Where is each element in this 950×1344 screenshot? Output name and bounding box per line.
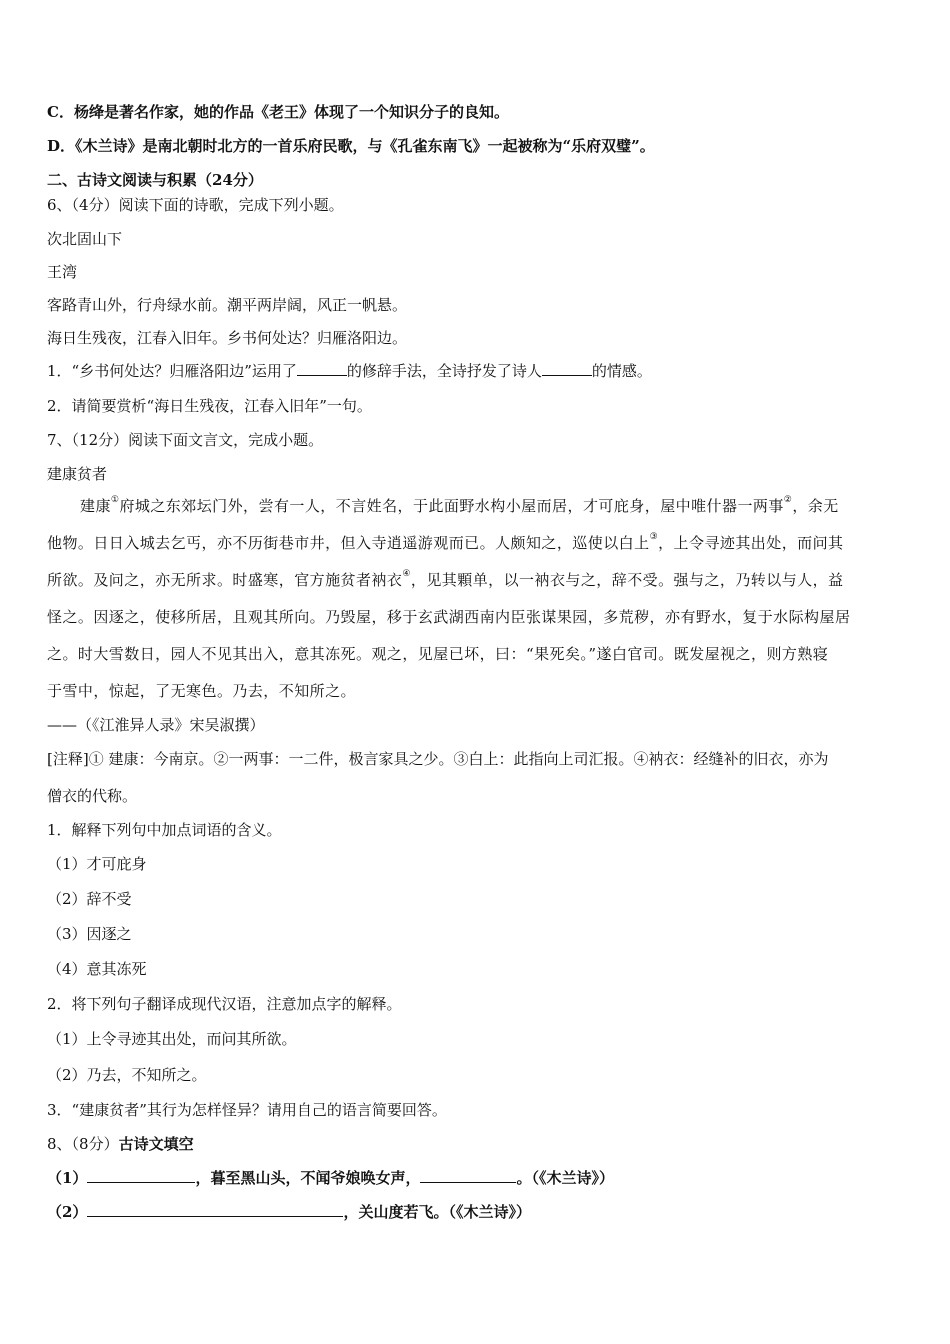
passage-line-3 xyxy=(47,569,910,591)
passage-line-6: 于雪中，惊起，了无寒色。乃去，不知所之。 xyxy=(47,682,357,700)
passage-text: ，上令寻迹其出处，而问其 xyxy=(658,534,844,552)
passage-source: ——（《江淮异人录》宋吴淑撰） xyxy=(47,716,265,734)
annotation-line-2: 僧衣的代称。 xyxy=(47,787,138,805)
passage-text: 所欲。及问之，亦无所求。时盛寒，官方施贫者衲衣 xyxy=(47,571,403,589)
note-marker-3: ③ xyxy=(649,532,659,542)
q8-score: 8、（8分） xyxy=(47,1135,119,1153)
q7-sub-2-item-1: （1）上令寻迹其出处，而问其所欲。 xyxy=(47,1030,297,1048)
answer-blank[interactable] xyxy=(542,360,592,376)
section-2-heading: 二、古诗文阅读与积累（24分） xyxy=(47,171,263,189)
passage-text: ，见其顆单，以一衲衣与之，辞不受。强与之，乃转以与人，益 xyxy=(410,571,844,589)
q7-sub-1-item-2: （2）辞不受 xyxy=(47,890,132,908)
q8-item-1 xyxy=(47,1167,910,1189)
q6-sub-1-text-c: 的情感。 xyxy=(591,362,652,380)
q7-sub-2: 2．将下列句子翻译成现代汉语，注意加点字的解释。 xyxy=(47,995,402,1013)
note-marker-4: ④ xyxy=(402,569,411,579)
poem-line-1: 客路青山外，行舟绿水前。潮平两岸阔，风正一帆悬。 xyxy=(47,296,408,314)
text-title: 建康贫者 xyxy=(47,465,108,483)
poem-title: 次北固山下 xyxy=(47,230,123,248)
poem-line-2: 海日生残夜，江春入旧年。乡书何处达？归雁洛阳边。 xyxy=(47,329,408,347)
q8-item-1-text: ，暮至黑山头，不闻爷娘唤女声， xyxy=(195,1169,421,1187)
passage-text: 府城之东郊坛门外，尝有一人，不言姓名，于此面野水构小屋而居，才可庇身，屋中唯什器一两事 xyxy=(119,497,784,515)
q7-sub-3: 3．“建康贫者”其行为怎样怪异？请用自己的语言简要回答。 xyxy=(47,1101,447,1119)
q7-sub-1-item-3: （3）因逐之 xyxy=(47,925,132,943)
q7-sub-1: 1．解释下列句中加点词语的含义。 xyxy=(47,821,282,839)
q6-sub-1-text-b: 的修辞手法，全诗抒发了诗人 xyxy=(346,362,542,380)
answer-blank[interactable] xyxy=(420,1167,516,1183)
passage-line-4: 怪之。因逐之，使移所居，且观其所向。乃毁屋，移于玄武湖西南内臣张谋果园，多荒秽，亦有野水，复于水际构屋居 xyxy=(47,608,851,626)
passage-text: 建康 xyxy=(80,497,111,515)
poem-author: 王湾 xyxy=(47,263,78,281)
passage-text: 他物。日日入城去乞丐，亦不历街巷市井，但入寺逍遥游观而已。人颇知之，巡使以白上 xyxy=(47,534,650,552)
passage-line-1 xyxy=(80,495,910,517)
passage-line-5: 之。时大雪数日，园人不见其出入，意其冻死。观之，见屋已坏，曰：“果死矣。”遂白官司。既发屋视之，则方熟寝 xyxy=(47,645,829,663)
q6-stem: 6、（4分）阅读下面的诗歌，完成下列小题。 xyxy=(47,196,344,214)
passage-line-2 xyxy=(47,532,910,554)
note-marker-1: ① xyxy=(110,495,120,505)
answer-blank[interactable] xyxy=(87,1167,195,1183)
q8-item-2 xyxy=(47,1201,910,1223)
q8-title: 古诗文填空 xyxy=(118,1135,194,1153)
passage-text: ，余无 xyxy=(792,497,839,515)
q7-sub-1-item-1: （1）才可庇身 xyxy=(47,855,147,873)
annotation-line-1: [注释]① 建康：今南京。②一两事：一二件，极言家具之少。③白上：此指向上司汇报。④衲衣：经缝补的旧衣，亦为 xyxy=(47,750,829,768)
note-marker-2: ② xyxy=(783,495,793,505)
q7-stem: 7、（12分）阅读下面文言文，完成小题。 xyxy=(47,431,324,449)
q6-sub-1 xyxy=(47,360,910,382)
q7-sub-2-item-2: （2）乃去，不知所之。 xyxy=(47,1066,207,1084)
q5-option-d: D．《木兰诗》是南北朝时北方的一首乐府民歌，与《孔雀东南飞》一起被称为“乐府双璧”。 xyxy=(47,137,655,155)
q8-stem xyxy=(47,1133,910,1155)
q8-item-2-text: ，关山度若飞。（《木兰诗》） xyxy=(343,1203,531,1221)
q5-option-c: C．杨绛是著名作家，她的作品《老王》体现了一个知识分子的良知。 xyxy=(47,103,509,121)
q6-sub-1-text-a: 1．“乡书何处达？归雁洛阳边”运用了 xyxy=(47,362,297,380)
answer-blank[interactable] xyxy=(297,360,347,376)
q8-item-1-source: 。（《木兰诗》） xyxy=(516,1169,614,1187)
item-number: （2） xyxy=(47,1203,88,1221)
q7-sub-1-item-4: （4）意其冻死 xyxy=(47,960,147,978)
item-number: （1） xyxy=(47,1169,88,1187)
q6-sub-2: 2．请简要赏析“海日生残夜，江春入旧年”一句。 xyxy=(47,397,372,415)
answer-blank[interactable] xyxy=(87,1201,343,1217)
